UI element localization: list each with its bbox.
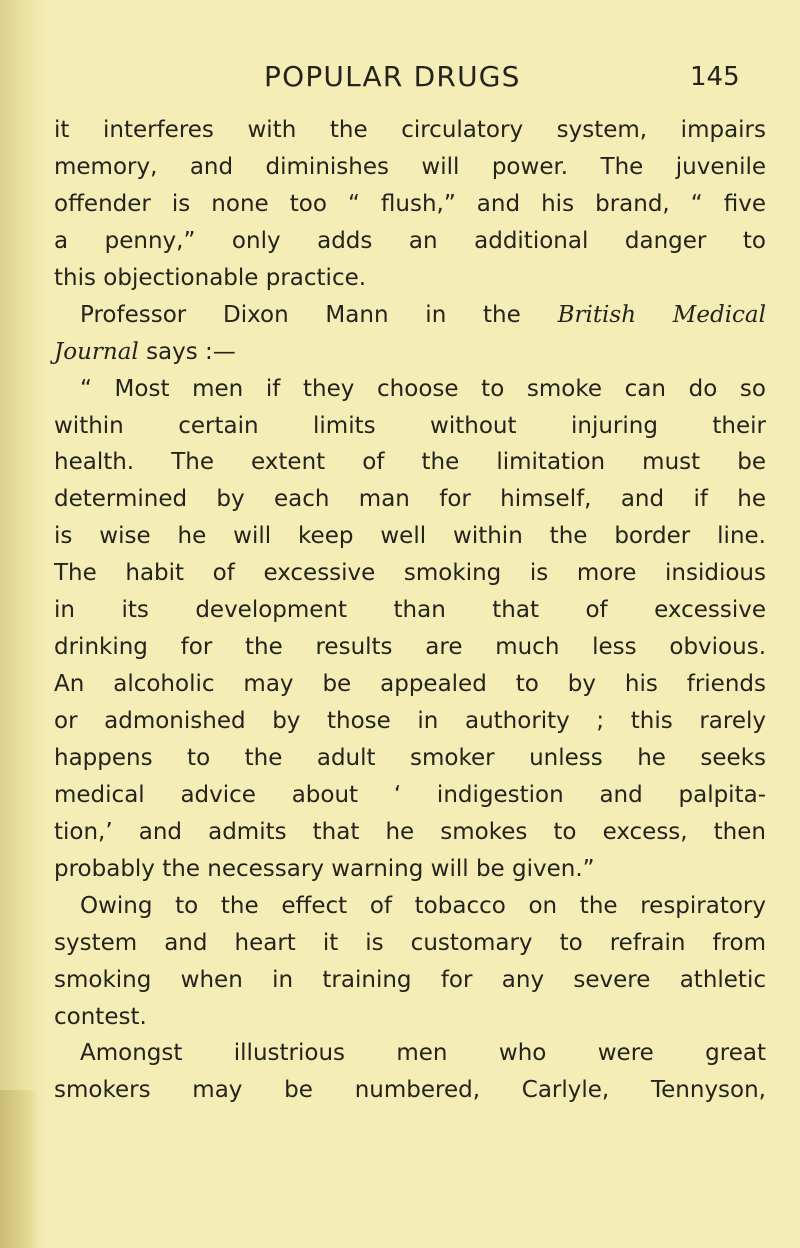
- text-line-15: drinking for the results are much less obvious.: [54, 634, 766, 661]
- text-line-20: tion,’ and admits that he smokes to excess, then: [54, 818, 766, 845]
- page-gutter-shadow: [0, 0, 46, 1248]
- page-number: 145: [690, 62, 740, 92]
- text-line-21: probably the necessary warning will be given.”: [54, 855, 595, 882]
- running-head: [0, 60, 800, 100]
- text-line-18: happens to the adult smoker unless he seeks: [54, 744, 766, 771]
- text-line-12: is wise he will keep well within the border line.: [54, 523, 766, 550]
- page-edge-stain: [0, 1090, 38, 1248]
- text-line-3: offender is none too “ flush,” and his brand, “ five: [54, 190, 766, 217]
- text-line-2: memory, and diminishes will power. The juvenile: [54, 153, 766, 180]
- text-line-10: health. The extent of the limitation must be: [54, 449, 766, 476]
- text-line-1: it interferes with the circulatory system, impairs: [54, 117, 766, 143]
- text-line-6: [54, 297, 766, 334]
- text-line-25: contest.: [54, 1003, 147, 1030]
- text-line-23: system and heart it is customary to refrain from: [54, 929, 766, 956]
- text-line-16: An alcoholic may be appealed to by his friends: [54, 671, 766, 698]
- text-line-9: within certain limits without injuring their: [54, 412, 766, 439]
- text-line-7-roman: says :—: [138, 338, 236, 365]
- text-line-14: in its development than that of excessive: [54, 597, 766, 624]
- text-line-11: determined by each man for himself, and if he: [54, 486, 766, 513]
- text-line-27: smokers may be numbered, Carlyle, Tennyson,: [54, 1077, 766, 1104]
- text-line-17: or admonished by those in authority ; this rarely: [54, 708, 766, 734]
- text-line-22: Owing to the effect of tobacco on the respiratory: [80, 892, 766, 919]
- text-line-7: [54, 334, 766, 371]
- text-line-19: medical advice about ‘ indigestion and palpita-: [54, 781, 766, 808]
- text-line-6-roman: Professor Dixon Mann in the: [80, 301, 558, 328]
- running-head-title: POPULAR DRUGS: [264, 60, 521, 93]
- text-line-8: “ Most men if they choose to smoke can do so: [80, 375, 766, 402]
- text-line-13: The habit of excessive smoking is more insidious: [54, 560, 766, 587]
- journal-title-part-1: British Medical: [557, 301, 766, 328]
- text-line-24: smoking when in training for any severe athletic: [54, 966, 766, 993]
- text-line-26: Amongst illustrious men who were great: [80, 1040, 766, 1067]
- body-text: [54, 112, 766, 1109]
- text-line-4: a penny,” only adds an additional danger to: [54, 227, 766, 254]
- text-line-5: this objectionable practice.: [54, 264, 367, 291]
- journal-title-part-2: Journal: [54, 338, 139, 365]
